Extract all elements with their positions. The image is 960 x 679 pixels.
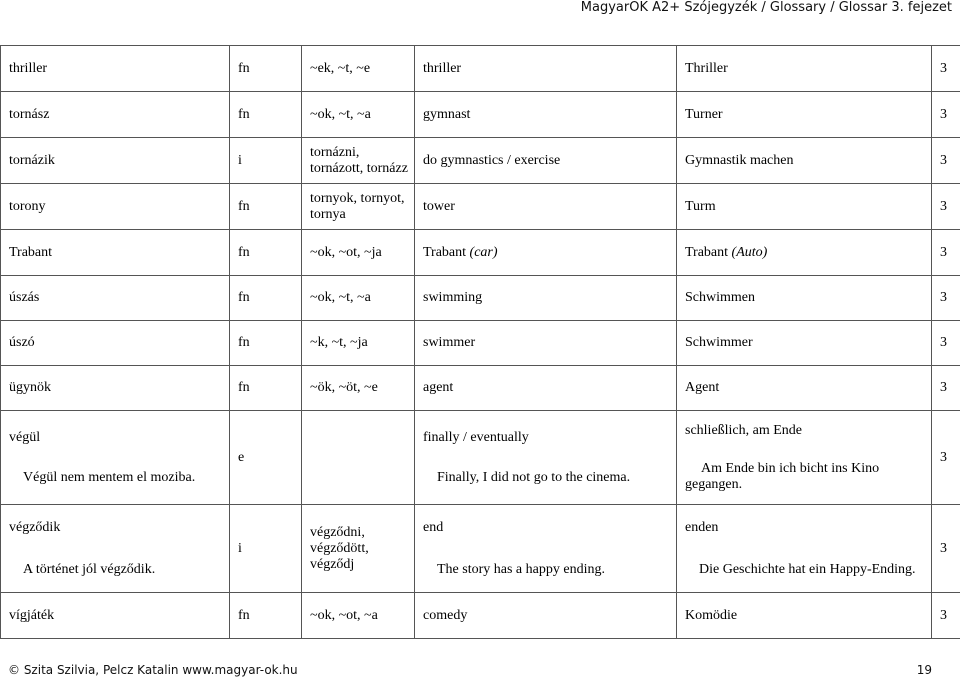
german-example: Die Geschichte hat ein Happy-Ending. (699, 561, 916, 577)
german-translation: Turner (677, 92, 932, 138)
german-translation: schließlich, am Ende (685, 422, 803, 438)
part-of-speech: fn (230, 230, 302, 276)
chapter-number: 3 (932, 46, 960, 92)
part-of-speech: fn (230, 92, 302, 138)
hungarian-example: A történet jól végződik. (23, 561, 156, 577)
chapter-number: 3 (932, 184, 960, 230)
word-forms: végződni, végződött, végződj (302, 505, 415, 593)
chapter-number: 3 (932, 366, 960, 411)
part-of-speech: fn (230, 593, 302, 639)
german-translation: Gymnastik machen (677, 138, 932, 184)
page-footer (0, 662, 960, 679)
german-translation: Schwimmen (677, 276, 932, 321)
chapter-number: 3 (932, 593, 960, 639)
table-row (1, 138, 960, 184)
hungarian-word: torony (1, 184, 230, 230)
german-translation: Turm (677, 184, 932, 230)
chapter-number: 3 (932, 411, 960, 505)
german-translation: Agent (677, 366, 932, 411)
hungarian-word: vígjáték (1, 593, 230, 639)
english-translation (415, 230, 677, 276)
part-of-speech: i (230, 138, 302, 184)
hungarian-word: Trabant (1, 230, 230, 276)
table-row (1, 92, 960, 138)
table-row (1, 366, 960, 411)
hungarian-word: tornázik (1, 138, 230, 184)
hungarian-word: ügynök (1, 366, 230, 411)
glossary-table (0, 45, 960, 639)
english-note: (car) (469, 244, 498, 260)
english-translation: swimmer (415, 321, 677, 366)
table-row (1, 505, 960, 593)
table-row (1, 276, 960, 321)
word-forms: ~ek, ~t, ~e (302, 46, 415, 92)
page-header-title: MagyarOK A2+ Szójegyzék / Glossary / Glossar 3. fejezet (580, 0, 952, 15)
english-translation: thriller (415, 46, 677, 92)
hungarian-word-cell (1, 411, 230, 505)
chapter-number: 3 (932, 276, 960, 321)
part-of-speech: fn (230, 276, 302, 321)
word-forms: ~ok, ~t, ~a (302, 92, 415, 138)
german-translation-cell (677, 505, 932, 593)
german-translation (677, 230, 932, 276)
part-of-speech: fn (230, 46, 302, 92)
word-forms: ~ok, ~t, ~a (302, 276, 415, 321)
hungarian-word: thriller (1, 46, 230, 92)
chapter-number: 3 (932, 505, 960, 593)
word-forms: ~k, ~t, ~ja (302, 321, 415, 366)
german-translation: Schwimmer (677, 321, 932, 366)
english-example: The story has a happy ending. (437, 561, 605, 577)
german-translation: Komödie (677, 593, 932, 639)
word-forms: ~ok, ~ot, ~a (302, 593, 415, 639)
hungarian-word: végül (9, 429, 41, 445)
page-number: 19 (916, 663, 932, 677)
english-translation: agent (415, 366, 677, 411)
table-row (1, 321, 960, 366)
part-of-speech: fn (230, 366, 302, 411)
footer-copyright: © Szita Szilvia, Pelcz Katalin www.magyar-ok.hu (8, 663, 298, 677)
hungarian-example: Végül nem mentem el moziba. (23, 469, 196, 485)
german-note: (Auto) (731, 244, 768, 260)
part-of-speech: i (230, 505, 302, 593)
english-translation: tower (415, 184, 677, 230)
german-example: Am Ende bin ich bicht ins Kino gegangen. (685, 460, 880, 492)
hungarian-word: úszás (1, 276, 230, 321)
table-row (1, 593, 960, 639)
word-forms: tornázni, tornázott, tornázz (302, 138, 415, 184)
chapter-number: 3 (932, 230, 960, 276)
part-of-speech: e (230, 411, 302, 505)
english-translation: end (423, 519, 444, 535)
english-translation: gymnast (415, 92, 677, 138)
table-row (1, 230, 960, 276)
english-translation: finally / eventually (423, 429, 529, 445)
german-term: Trabant (685, 244, 729, 260)
german-translation: enden (685, 519, 719, 535)
english-term: Trabant (423, 244, 467, 260)
word-forms (302, 411, 415, 505)
chapter-number: 3 (932, 138, 960, 184)
english-translation: do gymnastics / exercise (415, 138, 677, 184)
hungarian-word: végződik (9, 519, 61, 535)
hungarian-word: tornász (1, 92, 230, 138)
english-translation: comedy (415, 593, 677, 639)
english-example: Finally, I did not go to the cinema. (437, 469, 631, 485)
word-forms: ~ok, ~ot, ~ja (302, 230, 415, 276)
table-row (1, 184, 960, 230)
part-of-speech: fn (230, 184, 302, 230)
english-translation: swimming (415, 276, 677, 321)
chapter-number: 3 (932, 321, 960, 366)
hungarian-word-cell (1, 505, 230, 593)
german-translation-cell (677, 411, 932, 505)
hungarian-word: úszó (1, 321, 230, 366)
chapter-number: 3 (932, 92, 960, 138)
german-translation: Thriller (677, 46, 932, 92)
english-translation-cell (415, 505, 677, 593)
table-row (1, 46, 960, 92)
part-of-speech: fn (230, 321, 302, 366)
word-forms: tornyok, tornyot, tornya (302, 184, 415, 230)
table-row (1, 411, 960, 505)
english-translation-cell (415, 411, 677, 505)
word-forms: ~ök, ~öt, ~e (302, 366, 415, 411)
